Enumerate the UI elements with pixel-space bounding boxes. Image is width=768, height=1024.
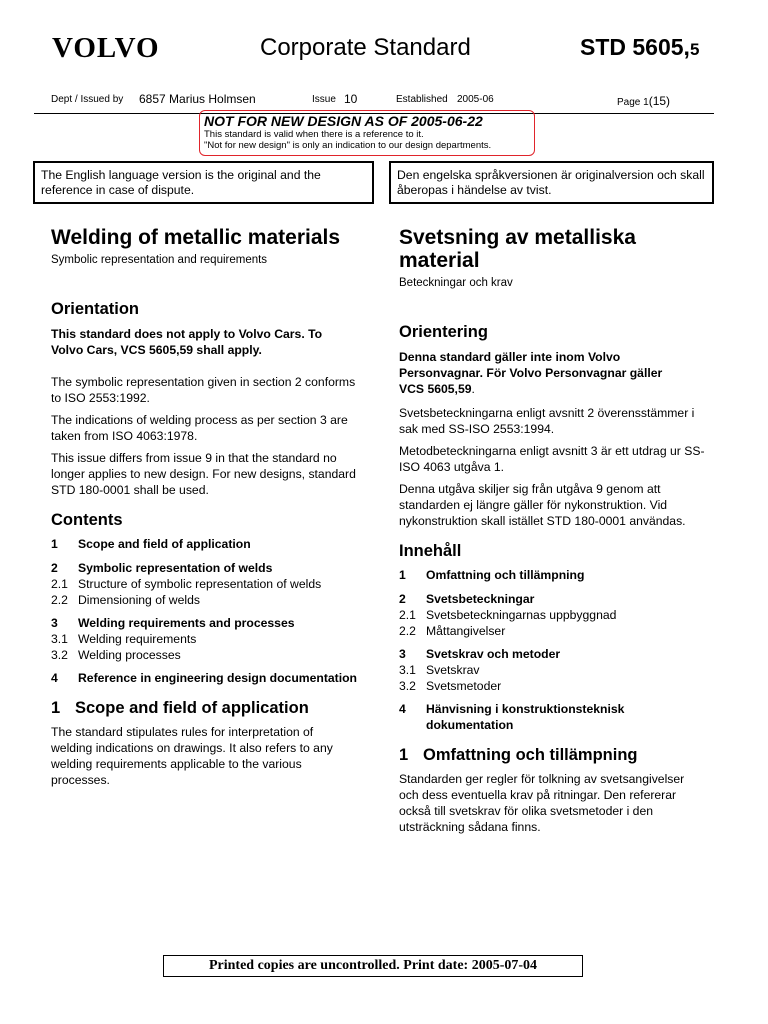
section-1-heading-en: [51, 698, 357, 718]
orientation-para-2-en: The indications of welding process as per section 3 are taken from ISO 4063:1978.: [51, 413, 348, 443]
orientation-para-2-sv: Metodbeteckningarna enligt avsnitt 3 är ett utdrag ur SS-ISO 4063 utgåva 1.: [399, 444, 705, 474]
toc-item: [399, 567, 705, 583]
toc-num: 2: [399, 592, 406, 606]
toc-text: Scope and field of application: [78, 537, 251, 551]
orientation-notice-sv-tail: .: [471, 382, 475, 396]
toc-text: Omfattning och tillämpning: [426, 568, 585, 582]
toc-item: [399, 662, 705, 678]
toc-num: 3: [51, 616, 58, 630]
toc-text: Svetskrav och metoder: [426, 647, 561, 661]
toc-text: Welding processes: [78, 648, 181, 662]
section-1-heading-sv: [399, 745, 705, 765]
toc-text: Symbolic representation of welds: [78, 561, 273, 575]
section-1-text-sv: Standarden ger regler för tolkning av svetsangivelser och dess eventuella krav på ritningar. Den refererar också till svetskrav för olika svetsmetoder i den utsträckning sådana finns.: [399, 772, 685, 834]
toc-item: [399, 623, 705, 639]
section-1-title-sv: Omfattning och tillämpning: [423, 746, 638, 764]
toc-num: 1: [51, 537, 58, 551]
orientation-notice-sv-part-1: Denna standard gäller inte inom Volvo Personvagnar. För Volvo Personvagnar gäller: [399, 350, 663, 380]
toc-text: Svetskrav: [426, 663, 480, 677]
dept-label: Dept / Issued by: [51, 94, 124, 105]
toc-text: Structure of symbolic representation of welds: [78, 577, 322, 591]
toc-item: [399, 646, 705, 662]
toc-text: Dimensioning of welds: [78, 593, 200, 607]
contents-heading-sv: Innehåll: [399, 542, 462, 560]
issue-value: 10: [344, 92, 358, 106]
established-label: Established: [396, 94, 448, 105]
toc-item: [51, 576, 357, 592]
notice-line-1: This standard is valid when there is a reference to it.: [204, 129, 424, 140]
contents-heading-en: Contents: [51, 511, 123, 529]
orientation-notice-en: This standard does not apply to Volvo Cars. To Volvo Cars, VCS 5605,59 shall apply.: [51, 327, 323, 357]
document-subtitle-en: Symbolic representation and requirements: [51, 254, 268, 266]
section-1-text-en: The standard stipulates rules for interpretation of welding indications on drawings. It also refers to any welding requirements applicable to the various processes.: [51, 725, 333, 787]
document-title-en: Welding of metallic materials: [51, 226, 341, 249]
notice-title: NOT FOR NEW DESIGN AS OF 2005-06-22: [204, 113, 483, 129]
toc-text: Måttangivelser: [426, 624, 506, 638]
toc-text: Svetsbeteckningarnas uppbyggnad: [426, 608, 617, 622]
document-title-sv: Svetsning av metalliska material: [399, 226, 636, 272]
page-number: [617, 94, 670, 108]
toc-num: 2.1: [399, 608, 416, 622]
language-note-swedish: Den engelska språkversionen är originalversion och skall åberopas i händelse av tvist.: [389, 161, 714, 204]
toc-item: [51, 592, 357, 608]
orientation-notice-sv: [399, 349, 705, 397]
document-subtitle-sv: Beteckningar och krav: [399, 277, 513, 289]
orientation-para-1-en: The symbolic representation given in section 2 conforms to ISO 2553:1992.: [51, 375, 356, 405]
toc-num: 4: [51, 671, 58, 685]
print-control-footer: Printed copies are uncontrolled. Print date: 2005-07-04: [163, 955, 583, 977]
toc-num: 4: [399, 702, 406, 716]
toc-text: Welding requirements: [78, 632, 197, 646]
toc-num: 3.1: [51, 632, 68, 646]
table-of-contents-en: [51, 536, 357, 686]
standard-number: [580, 34, 699, 61]
toc-item: [51, 670, 357, 686]
swedish-column: [399, 226, 705, 835]
orientation-para-3-en: This issue differs from issue 9 in that the standard no longer applies to new design. For new designs, standard STD 180-0001 shall be used.: [51, 451, 356, 497]
toc-text: Svetsmetoder: [426, 679, 502, 693]
language-note-english: The English language version is the original and the reference in case of dispute.: [33, 161, 374, 204]
toc-num: 2.2: [51, 593, 68, 607]
orientation-heading-en: Orientation: [51, 300, 140, 318]
orientation-heading-sv: Orientering: [399, 323, 488, 341]
toc-num: 2.2: [399, 624, 416, 638]
orientation-notice-sv-part-2: VCS 5605,59: [399, 382, 472, 396]
document-type-title: Corporate Standard: [260, 34, 471, 61]
english-column: [51, 226, 357, 788]
notice-line-2: "Not for new design" is only an indication to our design departments.: [204, 140, 492, 151]
toc-num: 3.1: [399, 663, 416, 677]
toc-item: [51, 615, 357, 631]
issue-label: Issue: [312, 94, 336, 105]
section-1-number-en: 1: [51, 699, 61, 717]
section-1-title-en: Scope and field of application: [75, 699, 309, 717]
toc-item: [51, 536, 357, 552]
section-1-number-sv: 1: [399, 746, 409, 764]
page-total: (15): [648, 94, 671, 108]
orientation-para-3-sv: Denna utgåva skiljer sig från utgåva 9 genom att standarden ej längre gäller för nykonstruktion. Vid nykonstruktion skall istället STD 180-0001 användas.: [399, 482, 686, 528]
standard-number-main: STD 5605,: [580, 34, 690, 60]
table-of-contents-sv: [399, 567, 705, 733]
toc-text: Hänvisning i konstruktionsteknisk dokumentation: [426, 702, 625, 732]
standard-number-issue: 5: [689, 40, 700, 59]
volvo-logo: VOLVO: [52, 32, 160, 64]
toc-item: [51, 631, 357, 647]
toc-num: 3.2: [51, 648, 68, 662]
toc-item: [399, 607, 705, 623]
toc-num: 2: [51, 561, 58, 575]
orientation-para-1-sv: Svetsbeteckningarna enligt avsnitt 2 överensstämmer i sak med SS-ISO 2553:1994.: [399, 406, 695, 436]
toc-num: 3: [399, 647, 406, 661]
toc-text: Reference in engineering design documentation: [78, 671, 358, 685]
toc-item: [399, 591, 705, 607]
toc-item: [399, 678, 705, 694]
toc-text: Welding requirements and processes: [78, 616, 295, 630]
toc-item: [399, 701, 705, 733]
toc-text: Svetsbeteckningar: [426, 592, 535, 606]
not-for-new-design-notice: [199, 110, 535, 156]
toc-num: 3.2: [399, 679, 416, 693]
established-value: 2005-06: [457, 94, 494, 105]
toc-item: [51, 647, 357, 663]
toc-num: 1: [399, 568, 406, 582]
dept-value: 6857 Marius Holmsen: [139, 92, 256, 106]
page-label: Page 1: [617, 97, 649, 108]
toc-item: [51, 560, 357, 576]
toc-num: 2.1: [51, 577, 68, 591]
